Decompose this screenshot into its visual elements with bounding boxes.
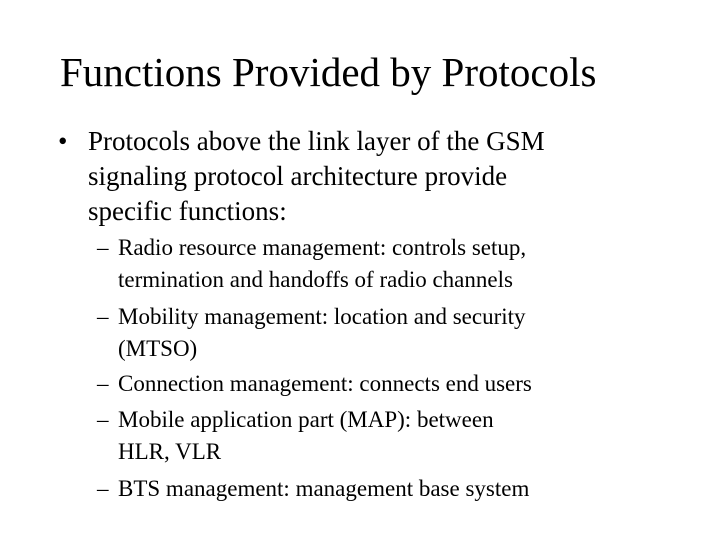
sub-bullet-text: Connection management: connects end users (118, 371, 532, 396)
dash-marker: – (97, 371, 109, 396)
sub-bullet-text-cont: termination and handoffs of radio channels (118, 267, 513, 292)
main-bullet-line: Protocols above the link layer of the GSM (88, 126, 545, 156)
dash-marker: – (97, 304, 109, 329)
dash-marker: – (97, 235, 109, 260)
sub-bullet-text: Radio resource management: controls setup, (118, 235, 527, 260)
dash-marker: – (97, 476, 109, 501)
main-bullet-line: specific functions: (88, 196, 287, 226)
slide-title: Functions Provided by Protocols (60, 49, 597, 95)
bullet-marker: • (58, 126, 68, 156)
sub-bullet-text: BTS management: management base system (118, 476, 530, 501)
sub-bullet-text: Mobile application part (MAP): between (118, 407, 494, 432)
sub-bullet-text: Mobility management: location and security (118, 304, 526, 329)
main-bullet-line: signaling protocol architecture provide (88, 161, 508, 191)
sub-bullet-text-cont: HLR, VLR (118, 439, 222, 464)
sub-bullet-text-cont: (MTSO) (118, 336, 198, 361)
dash-marker: – (97, 407, 109, 432)
